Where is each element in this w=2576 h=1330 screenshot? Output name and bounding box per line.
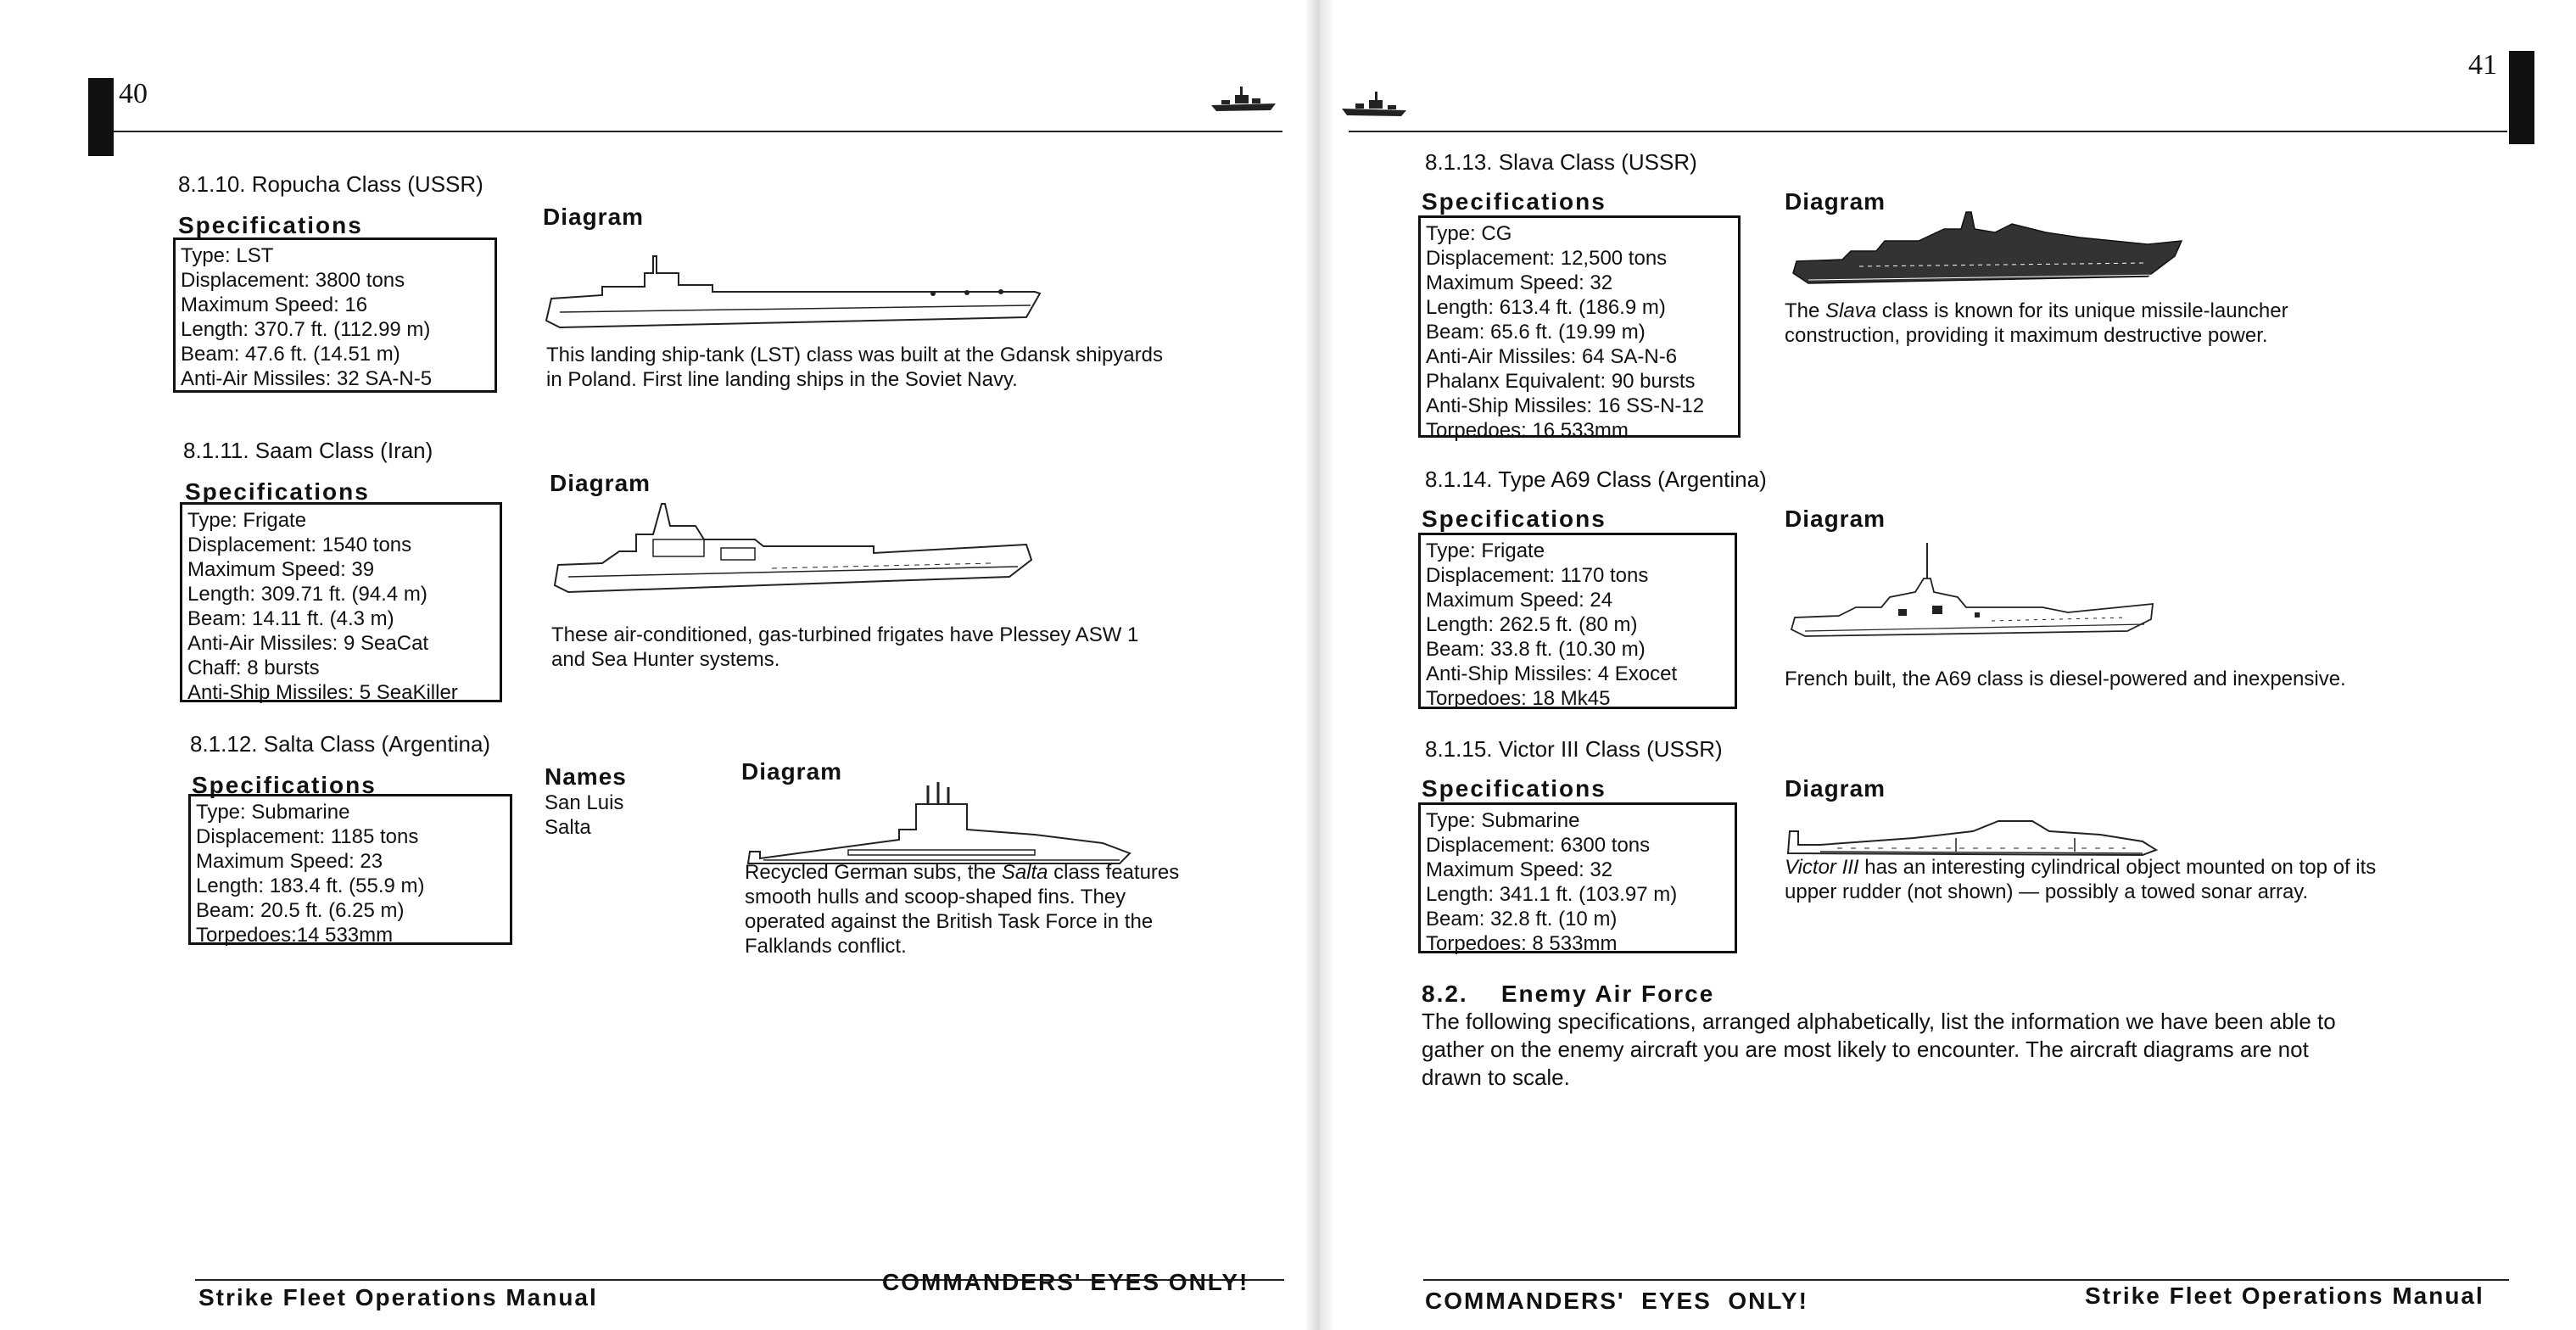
diagram-title: Diagram	[1785, 506, 1886, 532]
slava-ship-diagram	[1791, 207, 2190, 300]
header-rule-right	[1349, 131, 2507, 132]
specs-box	[1418, 215, 1741, 442]
names-title: Names	[545, 763, 627, 790]
spec-line: Maximum Speed: 32	[1426, 271, 1613, 294]
specifications-title: Specifications	[192, 772, 377, 798]
spec-line: Maximum Speed: 24	[1426, 589, 1613, 612]
section-heading: 8.1.15. Victor III Class (USSR)	[1425, 736, 1723, 762]
spec-line: Displacement: 1170 tons	[1426, 564, 1649, 587]
page-tab-left	[88, 78, 114, 156]
spec-line: Length: 370.7 ft. (112.99 m)	[181, 318, 431, 341]
ropucha-ship-diagram	[543, 239, 1043, 341]
spec-line: Torpedoes: 18 Mk45	[1426, 687, 1611, 710]
spec-line: Displacement: 6300 tons	[1426, 834, 1651, 857]
spec-line: Type: Frigate	[1426, 539, 1545, 562]
air-force-body: The following specifications, arranged alphabetically, list the information we have been able to gather on the enemy aircraft you are most likely to encounter. The aircraft diagrams are not drawn to scale.	[1422, 1009, 2336, 1090]
victor-iii-submarine-diagram	[1786, 801, 2160, 860]
spec-line: Phalanx Equivalent: 90 bursts	[1426, 370, 1696, 393]
spec-line: Anti-Air Missiles: 64 SA-N-6	[1426, 345, 1678, 368]
page-number-right: 41	[2468, 49, 2497, 81]
page-tab-right	[2509, 51, 2534, 144]
ship-logo-icon	[1340, 88, 1408, 119]
spec-line: Beam: 20.5 ft. (6.25 m)	[196, 899, 405, 922]
spec-line: Length: 309.71 ft. (94.4 m)	[187, 583, 427, 606]
spec-line: Beam: 65.6 ft. (19.99 m)	[1426, 321, 1646, 344]
specifications-title: Specifications	[178, 212, 363, 238]
spec-line: Beam: 14.11 ft. (4.3 m)	[187, 607, 394, 630]
ship-caption: The Slava class is known for its unique missile-launcher construction, providing it maximum destructive power.	[1785, 299, 2288, 347]
spec-line: Displacement: 12,500 tons	[1426, 247, 1668, 270]
spec-line: Displacement: 1540 tons	[187, 534, 412, 556]
spec-line: Type: Submarine	[196, 801, 350, 824]
spec-line: Length: 262.5 ft. (80 m)	[1426, 613, 1638, 636]
spec-line: Maximum Speed: 23	[196, 850, 383, 873]
specs-box	[188, 794, 512, 945]
spec-line: Displacement: 1185 tons	[196, 825, 419, 848]
diagram-title: Diagram	[1785, 775, 1886, 802]
specifications-title: Specifications	[1422, 506, 1607, 532]
spec-line: Type: Submarine	[1426, 809, 1580, 832]
spec-line: Anti-Air Missiles: 32 SA-N-5	[181, 367, 433, 390]
ship-logo-icon	[1210, 83, 1277, 114]
specs-box	[1418, 802, 1737, 953]
a69-ship-diagram	[1788, 536, 2161, 646]
spec-line: Type: Frigate	[187, 509, 307, 532]
right-page	[1333, 0, 2576, 1330]
specifications-title: Specifications	[1422, 775, 1607, 802]
section-heading: 8.1.10. Ropucha Class (USSR)	[178, 171, 483, 197]
spec-line: Anti-Ship Missiles: 16 SS-N-12	[1426, 394, 1705, 417]
diagram-title: Diagram	[741, 758, 843, 785]
ship-caption: Victor III has an interesting cylindrical object mounted on top of its upper rudder (not shown) — possibly a towed sonar array.	[1785, 856, 2377, 903]
header-rule-left	[114, 131, 1282, 132]
spec-line: Anti-Ship Missiles: 4 Exocet	[1426, 662, 1678, 685]
footer-left: Strike Fleet Operations Manual	[198, 1284, 598, 1310]
specifications-title: Specifications	[185, 478, 370, 505]
diagram-title: Diagram	[543, 204, 645, 230]
specifications-title: Specifications	[1422, 188, 1607, 215]
spec-line: Maximum Speed: 32	[1426, 858, 1613, 881]
ship-name: San Luis	[545, 791, 624, 814]
spec-line: Torpedoes: 8 533mm	[1426, 932, 1618, 955]
spec-line: Torpedoes: 16 533mm	[1426, 419, 1629, 442]
spec-line: Anti-Ship Missiles: 5 SeaKiller	[187, 681, 458, 704]
section-heading: 8.1.14. Type A69 Class (Argentina)	[1425, 467, 1767, 492]
spec-line: Type: CG	[1426, 222, 1512, 245]
ship-caption: This landing ship-tank (LST) class was built at the Gdansk shipyards in Poland. First line landing ships in the Soviet Navy.	[546, 344, 1163, 391]
ship-caption: French built, the A69 class is diesel-powered and inexpensive.	[1785, 668, 2346, 690]
ship-names	[545, 791, 623, 840]
spec-line: Anti-Air Missiles: 9 SeaCat	[187, 632, 429, 655]
spec-line: Type: LST	[181, 244, 274, 267]
spec-line: Length: 613.4 ft. (186.9 m)	[1426, 296, 1666, 319]
spec-line: Length: 183.4 ft. (55.9 m)	[196, 875, 425, 897]
spec-line: Beam: 33.8 ft. (10.30 m)	[1426, 638, 1646, 661]
specs-box	[180, 502, 502, 702]
spec-line: Maximum Speed: 16	[181, 293, 368, 316]
footer-rule-right	[1423, 1279, 2509, 1281]
air-force-heading: 8.2. Enemy Air Force	[1422, 981, 1715, 1007]
footer-right: Strike Fleet Operations Manual	[2085, 1282, 2484, 1309]
ship-caption: These air-conditioned, gas-turbined frigates have Plessey ASW 1 and Sea Hunter systems.	[551, 623, 1139, 671]
section-heading: 8.1.12. Salta Class (Argentina)	[190, 731, 491, 757]
saam-ship-diagram	[551, 492, 1035, 611]
page-number-left: 40	[119, 78, 148, 109]
spec-line: Chaff: 8 bursts	[187, 657, 320, 679]
specs-box	[173, 238, 497, 393]
diagram-title: Diagram	[1785, 188, 1886, 215]
spec-line: Beam: 32.8 ft. (10 m)	[1426, 908, 1618, 930]
ship-caption: Recycled German subs, the Salta class features smooth hulls and scoop-shaped fins. They operated against the British Task Force in the Falklands conflict.	[745, 861, 1180, 958]
spec-line: Torpedoes:14 533mm	[196, 924, 394, 947]
spec-line: Length: 341.1 ft. (103.97 m)	[1426, 883, 1678, 906]
footer-right: COMMANDERS' EYES ONLY!	[882, 1269, 1249, 1295]
footer-left: COMMANDERS' EYES ONLY!	[1425, 1288, 1808, 1314]
diagram-title: Diagram	[550, 470, 651, 496]
spec-line: Beam: 47.6 ft. (14.51 m)	[181, 343, 400, 366]
ship-name: Salta	[545, 816, 591, 839]
salta-submarine-diagram	[746, 779, 1137, 872]
section-heading: 8.1.11. Saam Class (Iran)	[183, 438, 433, 463]
book-gutter	[1306, 0, 1333, 1330]
spec-line: Displacement: 3800 tons	[181, 269, 405, 292]
section-heading: 8.1.13. Slava Class (USSR)	[1425, 149, 1697, 175]
specs-box	[1418, 533, 1737, 709]
spec-line: Maximum Speed: 39	[187, 558, 375, 581]
